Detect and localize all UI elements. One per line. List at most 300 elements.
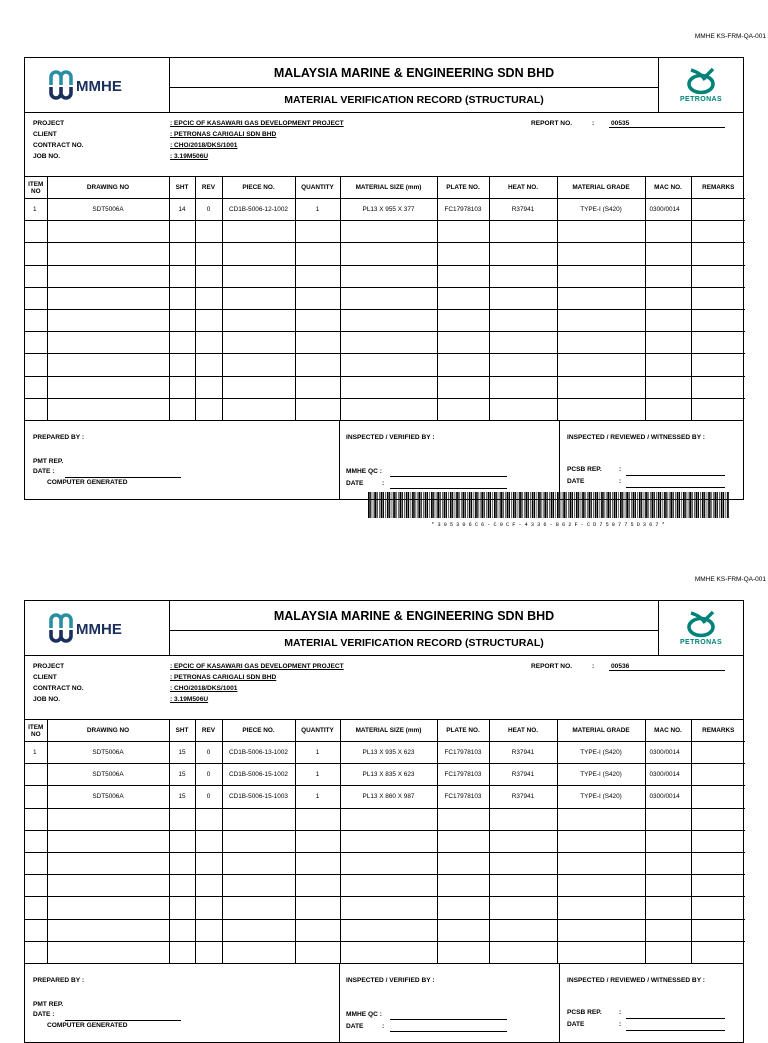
- table-cell: 1: [295, 742, 340, 764]
- mmhe-logo-text: MMHE: [76, 78, 122, 95]
- barcode-bar: [374, 492, 376, 518]
- table-cell: [645, 852, 691, 874]
- barcode-bar: [603, 492, 604, 518]
- table-cell: [340, 221, 437, 243]
- table-cell: [169, 221, 195, 243]
- table-cell: [169, 354, 195, 376]
- table-cell: [47, 875, 169, 897]
- barcode-bar: [446, 492, 447, 518]
- table-cell: [47, 897, 169, 919]
- table-cell: [437, 221, 489, 243]
- table-cell: [195, 309, 222, 331]
- barcode-bar: [411, 492, 412, 518]
- table-cell: [295, 919, 340, 941]
- material-table: [25, 720, 745, 963]
- table-cell: CD1B-5006-15-1003: [222, 786, 295, 808]
- computer-generated-label: COMPUTER GENERATED: [47, 1021, 128, 1029]
- table-cell: FC17978103: [437, 742, 489, 764]
- barcode-bar: [373, 492, 374, 518]
- column-header: REV: [195, 177, 222, 199]
- table-cell: [437, 852, 489, 874]
- table-cell: CD1B-5006-12-1002: [222, 199, 295, 221]
- table-cell: [340, 897, 437, 919]
- table-cell: [295, 243, 340, 265]
- table-cell: [169, 398, 195, 420]
- table-cell: [437, 354, 489, 376]
- barcode-bar: [414, 492, 415, 518]
- table-cell: [47, 808, 169, 830]
- barcode-bar: [537, 492, 538, 518]
- barcode-bar: [610, 492, 611, 518]
- barcode-bar: [458, 492, 459, 518]
- table-cell: 1: [25, 199, 47, 221]
- table-cell: [489, 919, 557, 941]
- table-cell: [222, 897, 295, 919]
- table-cell: [557, 243, 645, 265]
- table-cell: [691, 919, 745, 941]
- barcode-bar: [689, 492, 691, 518]
- barcode-bar: [673, 492, 674, 518]
- qc-date-label: DATE: [346, 479, 364, 487]
- pcsb-rep-colon: :: [619, 465, 622, 473]
- table-cell: [645, 243, 691, 265]
- table-cell: [340, 376, 437, 398]
- report-no-colon: :: [592, 663, 595, 670]
- table-cell: 1: [295, 199, 340, 221]
- barcode-bar: [688, 492, 689, 518]
- barcode-bar: [618, 492, 619, 518]
- barcode-bar: [398, 492, 399, 518]
- column-header: SHT: [169, 720, 195, 742]
- barcode-bar: [511, 492, 512, 518]
- barcode-bar: [717, 492, 718, 518]
- table-cell: [47, 852, 169, 874]
- table-cell: [222, 808, 295, 830]
- table-cell: [25, 919, 47, 941]
- barcode-bar: [700, 492, 701, 518]
- barcode-bar: [710, 492, 711, 518]
- table-row: [25, 398, 745, 420]
- table-cell: [295, 354, 340, 376]
- table-cell: [25, 354, 47, 376]
- table-cell: [47, 332, 169, 354]
- table-cell: [195, 941, 222, 963]
- table-cell: [47, 265, 169, 287]
- barcode-bar: [480, 492, 481, 518]
- table-cell: [195, 354, 222, 376]
- company-name: MALAYSIA MARINE & ENGINEERING SDN BHD: [170, 58, 658, 88]
- table-cell: [691, 830, 745, 852]
- table-cell: [47, 243, 169, 265]
- barcode-bar: [425, 492, 427, 518]
- barcode-bar: [601, 492, 603, 518]
- barcode-bar: [507, 492, 509, 518]
- petronas-logo-text: PETRONAS: [679, 96, 723, 103]
- table-row: [25, 830, 745, 852]
- table-cell: [557, 919, 645, 941]
- table-row: [25, 897, 745, 919]
- barcode-bar: [727, 492, 729, 518]
- form-code: MMHE KS-FRM-QA-001: [694, 33, 766, 40]
- pmt-rep-label: PMT REP.: [33, 1000, 64, 1008]
- table-cell: [195, 243, 222, 265]
- table-cell: [169, 875, 195, 897]
- column-header: MATERIAL GRADE: [557, 177, 645, 199]
- table-cell: PL13 X 955 X 377: [340, 199, 437, 221]
- barcode-bar: [494, 492, 496, 518]
- table-cell: [645, 875, 691, 897]
- barcode-bar: [562, 492, 563, 518]
- column-header: PIECE NO.: [222, 177, 295, 199]
- table-cell: [437, 830, 489, 852]
- barcode-bar: [597, 492, 598, 518]
- petronas-emblem-icon: [683, 610, 719, 638]
- mmhe-logo-text: MMHE: [76, 621, 122, 638]
- barcode-bar: [532, 492, 534, 518]
- table-cell: [222, 852, 295, 874]
- barcode-bar: [652, 492, 654, 518]
- table-cell: 1: [295, 764, 340, 786]
- barcode-bar: [635, 492, 636, 518]
- table-row: [25, 764, 745, 786]
- barcode-bar: [463, 492, 465, 518]
- table-cell: [645, 919, 691, 941]
- table-cell: [645, 941, 691, 963]
- barcode-bar: [641, 492, 642, 518]
- barcode-bar: [713, 492, 714, 518]
- column-header: REMARKS: [691, 720, 745, 742]
- column-header: ITEM NO: [25, 177, 47, 199]
- table-cell: [25, 786, 47, 808]
- pcsb-rep-line: [626, 475, 725, 476]
- table-cell: [437, 941, 489, 963]
- table-row: [25, 309, 745, 331]
- barcode-bar: [452, 492, 453, 518]
- barcode-bar: [436, 492, 437, 518]
- table-cell: 0300/0014: [645, 786, 691, 808]
- barcode-bar: [549, 492, 550, 518]
- table-cell: [25, 897, 47, 919]
- table-cell: [557, 897, 645, 919]
- table-row: [25, 332, 745, 354]
- barcode-bar: [570, 492, 572, 518]
- pcsb-date-colon: :: [619, 1020, 622, 1028]
- table-cell: [47, 941, 169, 963]
- report-no-value: 00536: [609, 663, 725, 671]
- table-cell: [47, 221, 169, 243]
- table-cell: [437, 875, 489, 897]
- barcode-bar: [431, 492, 433, 518]
- table-cell: [222, 221, 295, 243]
- column-header: PLATE NO.: [437, 720, 489, 742]
- barcode-bar: [448, 492, 449, 518]
- barcode-bar: [465, 492, 466, 518]
- table-cell: [25, 852, 47, 874]
- table-cell: [340, 919, 437, 941]
- table-cell: 0: [195, 764, 222, 786]
- barcode-bar: [437, 492, 439, 518]
- table-cell: [437, 243, 489, 265]
- table-cell: TYPE-I (S420): [557, 764, 645, 786]
- barcode-bar: [392, 492, 393, 518]
- table-cell: [222, 941, 295, 963]
- table-cell: [47, 287, 169, 309]
- table-cell: [340, 287, 437, 309]
- table-cell: [691, 376, 745, 398]
- column-header: PLATE NO.: [437, 177, 489, 199]
- table-row: [25, 852, 745, 874]
- table-cell: [295, 287, 340, 309]
- table-cell: [691, 332, 745, 354]
- table-cell: [340, 941, 437, 963]
- table-cell: [645, 265, 691, 287]
- table-cell: 0300/0014: [645, 764, 691, 786]
- barcode-bar: [433, 492, 434, 518]
- pcsb-date-label: DATE: [567, 477, 585, 485]
- table-row: [25, 376, 745, 398]
- table-cell: [169, 919, 195, 941]
- table-cell: [557, 852, 645, 874]
- table-cell: [295, 830, 340, 852]
- table-cell: 1: [25, 742, 47, 764]
- job-no-label: JOB NO.: [33, 696, 61, 703]
- barcode-bar: [704, 492, 705, 518]
- barcode-bar: [467, 492, 468, 518]
- table-cell: [295, 897, 340, 919]
- table-cell: TYPE-I (S420): [557, 199, 645, 221]
- table-cell: [489, 852, 557, 874]
- barcode-bar: [450, 492, 452, 518]
- table-cell: [437, 309, 489, 331]
- computer-generated-label: COMPUTER GENERATED: [47, 478, 128, 486]
- table-cell: [25, 309, 47, 331]
- barcode-bar: [639, 492, 641, 518]
- barcode-bar: [677, 492, 679, 518]
- barcode-bar: [402, 492, 403, 518]
- barcode-bar: [490, 492, 491, 518]
- barcode-bar: [654, 492, 655, 518]
- table-cell: [195, 265, 222, 287]
- table-cell: SDT5006A: [47, 786, 169, 808]
- table-cell: [295, 808, 340, 830]
- table-cell: [645, 897, 691, 919]
- table-cell: [169, 309, 195, 331]
- barcode-bar: [581, 492, 582, 518]
- table-cell: [25, 830, 47, 852]
- table-cell: [169, 830, 195, 852]
- prepared-by-label: PREPARED BY :: [33, 976, 85, 984]
- table-cell: [25, 875, 47, 897]
- pmt-rep-label: PMT REP.: [33, 457, 64, 465]
- barcode-bar: [719, 492, 720, 518]
- barcode-bar: [477, 492, 478, 518]
- barcode-bars: [368, 492, 729, 518]
- table-cell: [557, 265, 645, 287]
- table-cell: [557, 309, 645, 331]
- barcode-bar: [660, 492, 661, 518]
- barcode-bar: [663, 492, 664, 518]
- table-cell: [340, 830, 437, 852]
- contract-no-value: : CHO/2018/DKS/1001: [170, 685, 238, 692]
- barcode-bar: [370, 492, 371, 518]
- table-cell: [169, 265, 195, 287]
- qc-date-line: [390, 1031, 507, 1032]
- table-cell: [169, 243, 195, 265]
- table-cell: [645, 808, 691, 830]
- table-cell: [489, 309, 557, 331]
- barcode-bar: [481, 492, 483, 518]
- mmhe-logo-icon: [47, 611, 147, 645]
- barcode-bar: [637, 492, 638, 518]
- table-cell: [691, 265, 745, 287]
- table-cell: [169, 897, 195, 919]
- client-value: : PETRONAS CARIGALI SDN BHD: [170, 674, 277, 681]
- table-cell: [557, 221, 645, 243]
- table-cell: [222, 830, 295, 852]
- barcode-bar: [589, 492, 591, 518]
- barcode-bar: [726, 492, 727, 518]
- table-header-row: [25, 177, 745, 199]
- barcode-bar: [484, 492, 485, 518]
- table-row: [25, 919, 745, 941]
- column-header: DRAWING NO: [47, 177, 169, 199]
- barcode-bar: [540, 492, 541, 518]
- project-value: : EPCIC OF KASAWARI GAS DEVELOPMENT PROJECT: [170, 663, 344, 670]
- barcode-bar: [538, 492, 540, 518]
- qc-date-label: DATE: [346, 1022, 364, 1030]
- table-cell: [691, 742, 745, 764]
- table-cell: 14: [169, 199, 195, 221]
- barcode-bar: [400, 492, 402, 518]
- barcode-bar: [387, 492, 389, 518]
- table-cell: [25, 332, 47, 354]
- barcode-bar: [526, 492, 528, 518]
- table-cell: [195, 875, 222, 897]
- table-row: [25, 742, 745, 764]
- table-row: [25, 265, 745, 287]
- column-header: QUANTITY: [295, 720, 340, 742]
- column-header: HEAT NO.: [489, 720, 557, 742]
- table-cell: [222, 376, 295, 398]
- petronas-logo: [658, 601, 743, 655]
- barcode-bar: [406, 492, 408, 518]
- barcode-bar: [412, 492, 414, 518]
- project-info: [25, 113, 743, 177]
- table-cell: [340, 332, 437, 354]
- table-cell: [489, 287, 557, 309]
- table-cell: [691, 786, 745, 808]
- table-row: [25, 808, 745, 830]
- table-cell: [25, 808, 47, 830]
- table-cell: [437, 287, 489, 309]
- barcode-bar: [488, 492, 490, 518]
- barcode-bar: [475, 492, 477, 518]
- table-cell: [195, 287, 222, 309]
- table-cell: [25, 221, 47, 243]
- table-row: [25, 875, 745, 897]
- table-cell: [47, 398, 169, 420]
- barcode-bar: [645, 492, 647, 518]
- report-no-label: REPORT NO.: [531, 663, 573, 670]
- table-cell: TYPE-I (S420): [557, 786, 645, 808]
- barcode-bar: [644, 492, 645, 518]
- record-title: MATERIAL VERIFICATION RECORD (STRUCTURAL): [284, 94, 544, 106]
- barcode-bar: [669, 492, 670, 518]
- table-row: [25, 354, 745, 376]
- barcode-bar: [455, 492, 456, 518]
- table-cell: [295, 875, 340, 897]
- table-row: [25, 786, 745, 808]
- form-header: [25, 58, 743, 113]
- table-cell: [169, 808, 195, 830]
- table-cell: TYPE-I (S420): [557, 742, 645, 764]
- barcode-bar: [519, 492, 521, 518]
- table-cell: [25, 376, 47, 398]
- table-cell: [340, 808, 437, 830]
- table-cell: [691, 354, 745, 376]
- table-cell: [645, 376, 691, 398]
- barcode-bar: [509, 492, 510, 518]
- table-cell: [25, 265, 47, 287]
- table-cell: [691, 221, 745, 243]
- barcode-bar: [576, 492, 578, 518]
- barcode-bar: [681, 492, 682, 518]
- table-cell: [222, 919, 295, 941]
- material-table: [25, 177, 745, 420]
- barcode-bar: [389, 492, 390, 518]
- barcode-bar: [656, 492, 657, 518]
- barcode-bar: [368, 492, 370, 518]
- table-cell: [195, 221, 222, 243]
- table-cell: [557, 808, 645, 830]
- barcode-bar: [421, 492, 422, 518]
- barcode-bar: [417, 492, 418, 518]
- table-cell: 15: [169, 742, 195, 764]
- barcode-bar: [622, 492, 623, 518]
- barcode-bar: [708, 492, 710, 518]
- barcode-bar: [679, 492, 680, 518]
- table-cell: [25, 941, 47, 963]
- barcode-bar: [593, 492, 594, 518]
- barcode-bar: [675, 492, 676, 518]
- barcode-bar: [379, 492, 380, 518]
- table-cell: SDT5006A: [47, 742, 169, 764]
- barcode-bar: [442, 492, 443, 518]
- barcode-bar: [626, 492, 628, 518]
- table-cell: [47, 830, 169, 852]
- qc-date-colon: :: [382, 1022, 385, 1030]
- barcode-bar: [500, 492, 502, 518]
- table-cell: [222, 309, 295, 331]
- column-header: REMARKS: [691, 177, 745, 199]
- table-cell: [437, 808, 489, 830]
- barcode-bar: [534, 492, 535, 518]
- mmhe-logo: [25, 601, 170, 655]
- barcode-bar: [471, 492, 472, 518]
- table-cell: [557, 830, 645, 852]
- table-cell: [557, 332, 645, 354]
- barcode-bar: [620, 492, 622, 518]
- table-cell: [645, 354, 691, 376]
- table-cell: [691, 808, 745, 830]
- mmhe-qc-line: [390, 476, 507, 477]
- table-cell: [489, 830, 557, 852]
- table-cell: [437, 398, 489, 420]
- table-row: [25, 199, 745, 221]
- barcode-bar: [547, 492, 548, 518]
- barcode-caption: * 3 0 5 3 0 6 C 6 - C 0 C F - 4 3 3 6 - 8 6 2 F - C D 7 5 0 7 7 5 D 3 6 7 *: [431, 522, 665, 528]
- mmhe-logo-icon: [47, 68, 147, 102]
